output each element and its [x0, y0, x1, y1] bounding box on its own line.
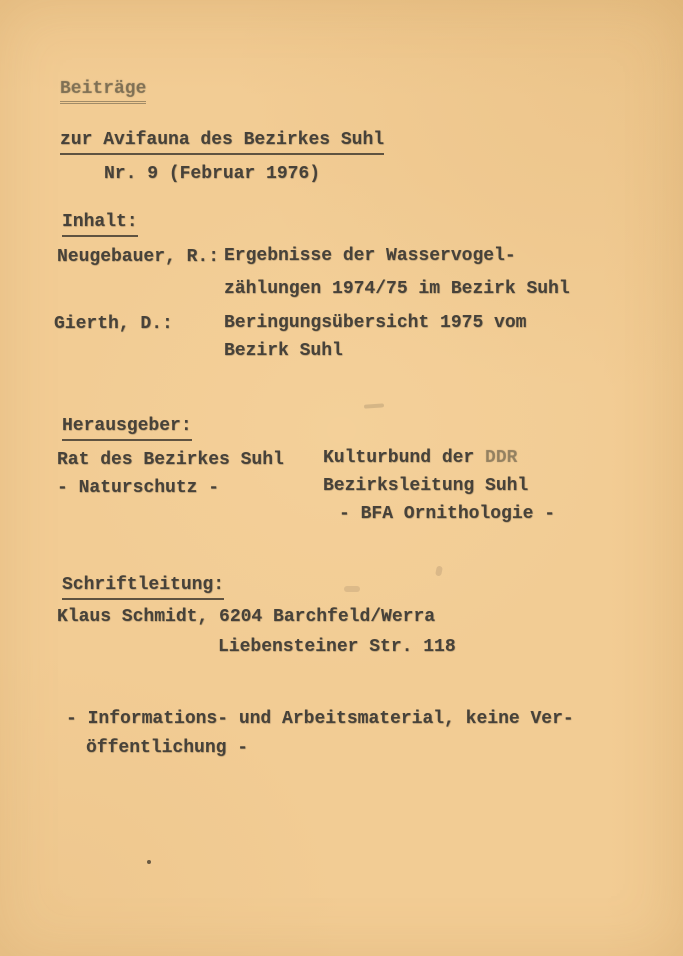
scan-smudge — [344, 586, 360, 592]
subtitle-text: zur Avifauna des Bezirkes Suhl — [60, 130, 384, 155]
editorial-heading-text: Schriftleitung: — [62, 575, 224, 600]
series-title-text: Beiträge — [60, 79, 146, 104]
scan-smudge — [435, 565, 443, 576]
publisher-heading — [62, 417, 192, 435]
subtitle — [60, 131, 384, 149]
contents-entry-title: Beringungsübersicht 1975 vom — [224, 313, 527, 333]
editorial-address-line2: Liebensteiner Str. 118 — [218, 637, 456, 657]
editorial-heading — [62, 576, 224, 594]
publisher-left-line2: - Naturschutz - — [57, 478, 220, 498]
contents-entry-title-continued: zählungen 1974/75 im Bezirk Suhl — [224, 279, 570, 299]
publisher-right-line1-faded-text: DDR — [485, 448, 518, 468]
publisher-left-line1: Rat des Bezirkes Suhl — [57, 450, 284, 470]
contents-entry-title: Ergebnisse der Wasservogel- — [224, 246, 516, 266]
publisher-right-line1 — [323, 449, 517, 467]
contents-heading-text: Inhalt: — [62, 212, 138, 237]
publisher-heading-text: Herausgeber: — [62, 416, 192, 441]
closing-note-line1: - Informations- und Arbeitsmaterial, keine Ver- — [66, 709, 574, 729]
contents-entry-author: Neugebauer, R.: — [57, 247, 220, 267]
closing-note-line2: öffentlichung - — [86, 738, 249, 758]
contents-heading — [62, 213, 138, 231]
publisher-right-line1-text: Kulturbund der — [323, 448, 486, 468]
issue-number: Nr. 9 (Februar 1976) — [104, 164, 321, 184]
publisher-right-line2: Bezirksleitung Suhl — [323, 476, 529, 496]
series-title — [60, 80, 146, 98]
scan-smudge — [364, 403, 384, 408]
publisher-right-line3: - BFA Ornithologie - — [339, 504, 556, 524]
scan-speck — [147, 860, 151, 864]
contents-entry-title-continued: Bezirk Suhl — [224, 341, 343, 361]
editorial-address-line1: Klaus Schmidt, 6204 Barchfeld/Werra — [57, 607, 436, 627]
contents-entry-author: Gierth, D.: — [54, 314, 173, 334]
